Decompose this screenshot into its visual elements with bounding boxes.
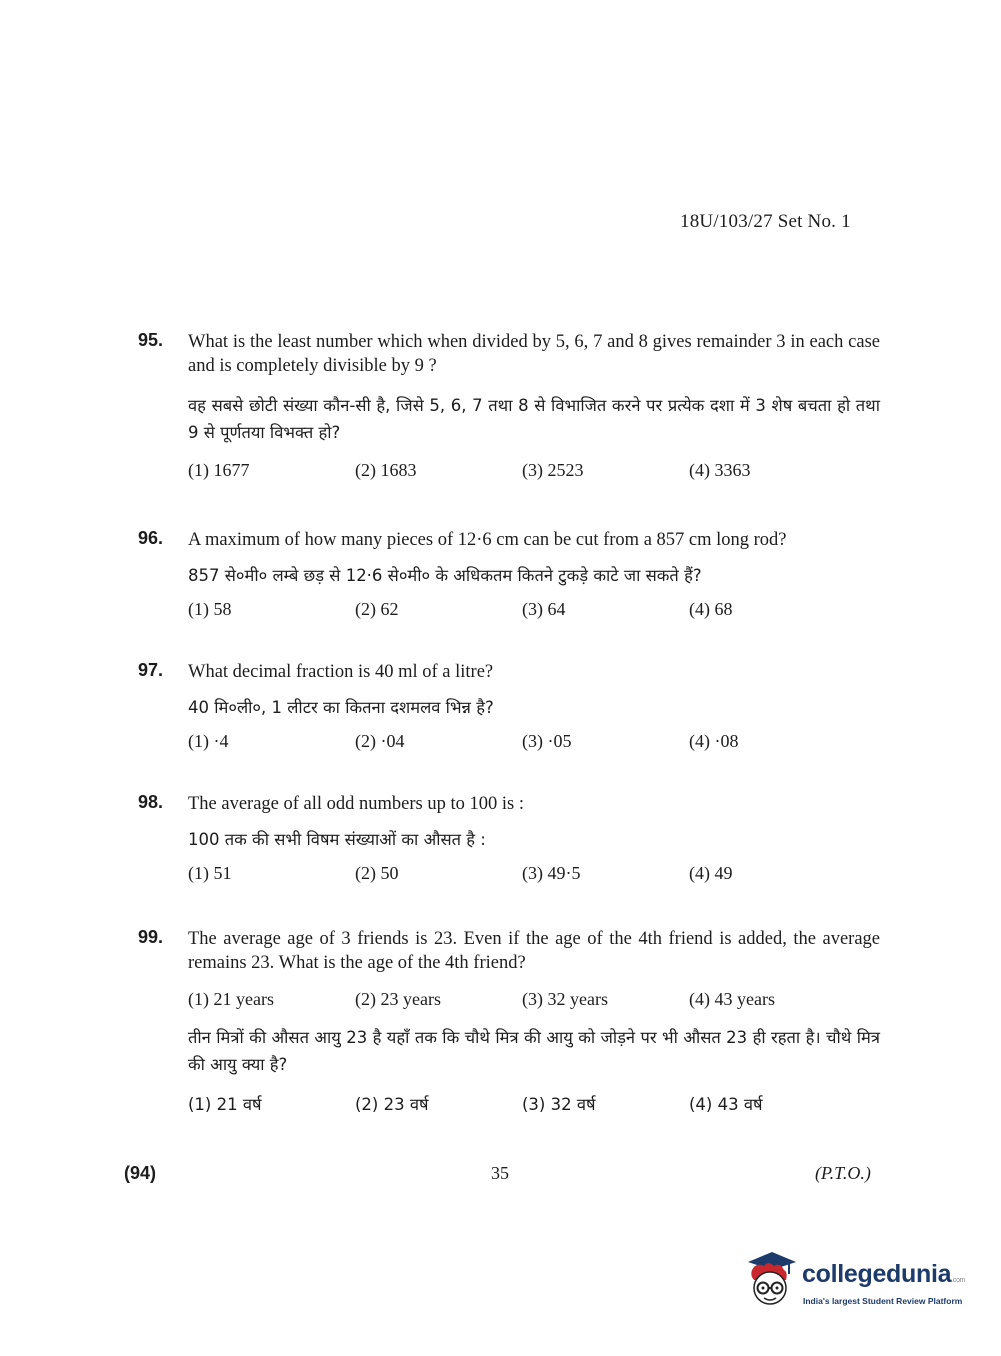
option-3: (3) ·05 — [522, 731, 572, 751]
option-1: (1) 21 वर्ष — [188, 1095, 262, 1114]
option-4: (4) 3363 — [689, 460, 751, 480]
question-text-hindi: 40 मि०ली०, 1 लीटर का कितना दशमलव भिन्न है? — [188, 698, 494, 717]
option-4: (4) 43 वर्ष — [689, 1095, 763, 1114]
option-4: (4) 43 years — [689, 989, 775, 1009]
question-text-english: The average of all odd numbers up to 100 is : — [188, 794, 524, 814]
question-text-english: What decimal fraction is 40 ml of a litre? — [188, 662, 494, 682]
brand-name-text: collegedunia — [802, 1260, 952, 1288]
options — [188, 460, 880, 481]
option-2: (2) 1683 — [355, 460, 417, 480]
option-4: (4) ·08 — [689, 731, 739, 751]
option-3: (3) 64 — [522, 599, 566, 619]
option-1: (1) 51 — [188, 863, 232, 883]
brand-suffix: .com — [951, 1277, 966, 1284]
options — [188, 599, 880, 620]
pto-label: (P.T.O.) — [815, 1163, 871, 1183]
question-96 — [138, 528, 880, 620]
option-2: (2) 23 वर्ष — [355, 1095, 429, 1114]
option-1: (1) 58 — [188, 599, 232, 619]
option-3: (3) 32 वर्ष — [522, 1095, 596, 1114]
question-text-hindi: तीन मित्रों की औसत आयु 23 है यहाँ तक कि चौथे मित्र की आयु को जोड़ने पर भी औसत 23 ही रहता है। चौथे मित्र की आयु क्या है? — [188, 1028, 880, 1074]
option-4: (4) 68 — [689, 599, 733, 619]
options — [188, 731, 880, 752]
question-98 — [138, 792, 880, 884]
question-97 — [138, 660, 880, 752]
option-1: (1) ·4 — [188, 731, 229, 751]
question-number: 98. — [138, 792, 164, 812]
option-2: (2) 23 years — [355, 989, 441, 1009]
question-99 — [138, 927, 880, 1115]
brand-name — [802, 1260, 965, 1289]
collegedunia-logo — [742, 1248, 972, 1316]
question-text-english: A maximum of how many pieces of 12·6 cm can be cut from a 857 cm long rod? — [188, 530, 787, 550]
option-3: (3) 2523 — [522, 460, 584, 480]
question-text-hindi: 100 तक की सभी विषम संख्याओं का औसत है : — [188, 830, 486, 849]
question-number: 99. — [138, 927, 164, 947]
option-2: (2) 62 — [355, 599, 399, 619]
question-text-english: The average age of 3 friends is 23. Even if the age of the 4th friend is added, the average remains 23. What is the age of the 4th friend? — [188, 929, 880, 973]
question-number: 96. — [138, 528, 164, 548]
question-95 — [138, 330, 880, 481]
option-1: (1) 1677 — [188, 460, 250, 480]
option-2: (2) ·04 — [355, 731, 405, 751]
brand-tagline: India's largest Student Review Platform — [803, 1296, 963, 1306]
question-text-hindi: वह सबसे छोटी संख्या कौन-सी है, जिसे 5, 6, 7 तथा 8 से विभाजित करने पर प्रत्येक दशा में 3 शेष बचता हो तथा 9 से पूर्णतया विभक्त हो? — [188, 396, 880, 442]
options-hindi — [188, 1092, 880, 1115]
option-1: (1) 21 years — [188, 989, 274, 1009]
page-number: 35 — [491, 1163, 509, 1183]
question-text-hindi: 857 से०मी० लम्बे छड़ से 12·6 से०मी० के अधिकतम कितने टुकड़े काटे जा सकते हैं? — [188, 566, 702, 585]
set-number: 18U/103/27 Set No. 1 — [680, 211, 851, 232]
question-text-english: What is the least number which when divided by 5, 6, 7 and 8 gives remainder 3 in each case and is completely divisible by 9 ? — [188, 332, 880, 376]
options — [188, 863, 880, 884]
question-number: 95. — [138, 330, 164, 350]
booklet-code: (94) — [124, 1163, 157, 1183]
option-3: (3) 49·5 — [522, 863, 581, 883]
option-2: (2) 50 — [355, 863, 399, 883]
question-number: 97. — [138, 660, 164, 680]
option-3: (3) 32 years — [522, 989, 608, 1009]
options-english — [188, 989, 880, 1010]
option-4: (4) 49 — [689, 863, 733, 883]
mascot-icon — [742, 1248, 800, 1310]
